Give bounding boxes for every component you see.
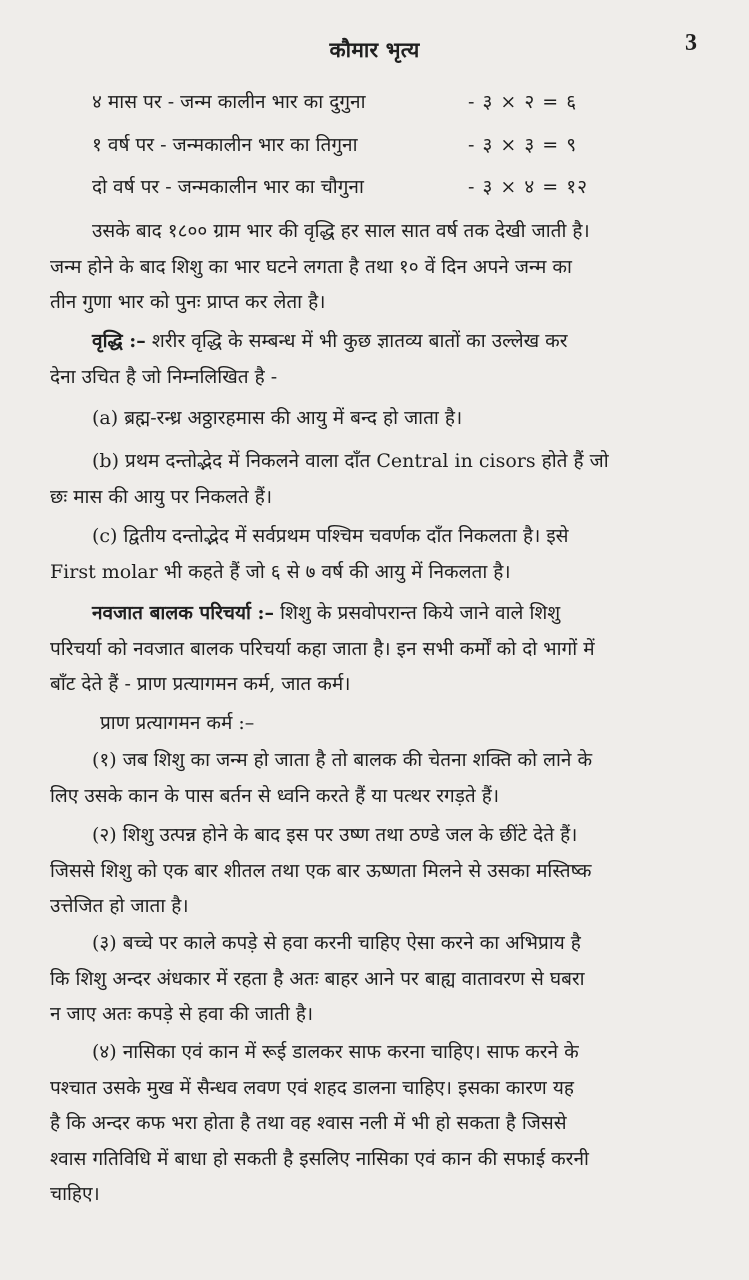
text-line: First molar भी कहते हैं जो ६ से ७ वर्ष की आयु में निकलता है। <box>50 560 511 583</box>
ratio-label: ४ मास पर - जन्म कालीन भार का दुगुना <box>92 91 366 113</box>
list-item-1 <box>50 743 698 814</box>
page-header-title: कौमार भृत्य <box>329 37 420 62</box>
list-item-2 <box>50 818 698 925</box>
ratio-label: १ वर्ष पर - जन्मकालीन भार का तिगुना <box>92 134 358 156</box>
list-item-a <box>50 401 698 437</box>
text-line: उसके बाद १८०० ग्राम भार की वृद्धि हर साल सात वर्ष तक देखी जाती है। <box>92 220 590 242</box>
text-line: चाहिए। <box>50 1183 100 1205</box>
list-item-4 <box>50 1035 698 1213</box>
text-line: लिए उसके कान के पास बर्तन से ध्वनि करते हैं या पत्थर रगड़ते हैं। <box>50 784 500 807</box>
text-line: बाँट देते हैं - प्राण प्रत्यागमन कर्म, जात कर्म। <box>50 673 351 695</box>
list-item-c <box>50 519 698 590</box>
weight-ratio-row <box>92 131 712 165</box>
text-line: देना उचित है जो निम्नलिखित है - <box>50 365 278 388</box>
text-line: है कि अन्दर कफ भरा होता है तथा वह श्वास नली में भी हो सकता है जिससे <box>50 1112 567 1134</box>
list-item-b <box>50 444 698 515</box>
text-line: तीन गुणा भार को पुनः प्राप्त कर लेता है। <box>50 291 326 313</box>
text-line: जिससे शिशु को एक बार शीतल तथा एक बार ऊष्णता मिलने से उसका मस्तिष्क <box>50 859 592 882</box>
text-line: (a) ब्रह्म-रन्ध्र अठ्ठारहमास की आयु में बन्द हो जाता है। <box>92 407 463 429</box>
text-line: (४) नासिका एवं कान में रूई डालकर साफ करना चाहिए। साफ करने के <box>92 1041 579 1063</box>
term-growth: वृद्धि :– <box>92 330 146 352</box>
list-item-3 <box>50 926 698 1033</box>
page-number: 3 <box>685 30 697 56</box>
ratio-calculation: - ३ × ३ = ९ <box>468 134 578 156</box>
ratio-calculation: - ३ × ४ = १२ <box>468 176 588 198</box>
paragraph-growth <box>50 324 698 395</box>
text-line: (c) द्वितीय दन्तोद्भेद में सर्वप्रथम पश्चिम चवर्णक दाँत निकलता है। इसे <box>92 525 569 547</box>
text-line: कि शिशु अन्दर अंधकार में रहता है अतः बाहर आने पर बाह्य वातावरण से घबरा <box>50 967 585 990</box>
text-line: परिचर्या को नवजात बालक परिचर्या कहा जाता है। इन सभी कर्मों को दो भागों में <box>50 637 595 660</box>
weight-ratio-row <box>92 173 712 207</box>
text-line: (३) बच्चे पर काले कपड़े से हवा करनी चाहिए ऐसा करने का अभिप्राय है <box>92 932 581 954</box>
text-line: शिशु के प्रसवोपरान्त किये जाने वाले शिशु <box>274 602 561 624</box>
section-heading: प्राण प्रत्यागमन कर्म :– <box>100 712 255 734</box>
text-line: (b) प्रथम दन्तोद्भेद में निकलने वाला दाँत Central in cisors होते हैं जो <box>92 450 609 472</box>
text-line: छः मास की आयु पर निकलते हैं। <box>50 485 273 508</box>
text-line: (१) जब शिशु का जन्म हो जाता है तो बालक की चेतना शक्ति को लाने के <box>92 749 593 771</box>
text-line: उत्तेजित हो जाता है। <box>50 895 189 917</box>
text-line: (२) शिशु उत्पन्न होने के बाद इस पर उष्ण तथा ठण्डे जल के छींटे देते हैं। <box>92 824 578 846</box>
text-line: श्वास गतिविधि में बाधा हो सकती है इसलिए नासिका एवं कान की सफाई करनी <box>50 1147 589 1170</box>
text-line: न जाए अतः कपड़े से हवा की जाती है। <box>50 1003 314 1025</box>
text-line: जन्म होने के बाद शिशु का भार घटने लगता है तथा १० वें दिन अपने जन्म का <box>50 255 572 278</box>
text-line: पश्चात उसके मुख में सैन्धव लवण एवं शहद डालना चाहिए। इसका कारण यह <box>50 1076 574 1099</box>
ratio-calculation: - ३ × २ = ६ <box>468 91 578 113</box>
term-newborn-care: नवजात बालक परिचर्या :– <box>92 602 275 624</box>
weight-ratio-row <box>92 88 712 122</box>
paragraph-newborn-care <box>50 596 698 703</box>
ratio-label: दो वर्ष पर - जन्मकालीन भार का चौगुना <box>92 176 364 198</box>
text-line: शरीर वृद्धि के सम्बन्ध में भी कुछ ज्ञातव्य बातों का उल्लेख कर <box>145 330 568 352</box>
paragraph-weight-gain <box>50 214 698 321</box>
